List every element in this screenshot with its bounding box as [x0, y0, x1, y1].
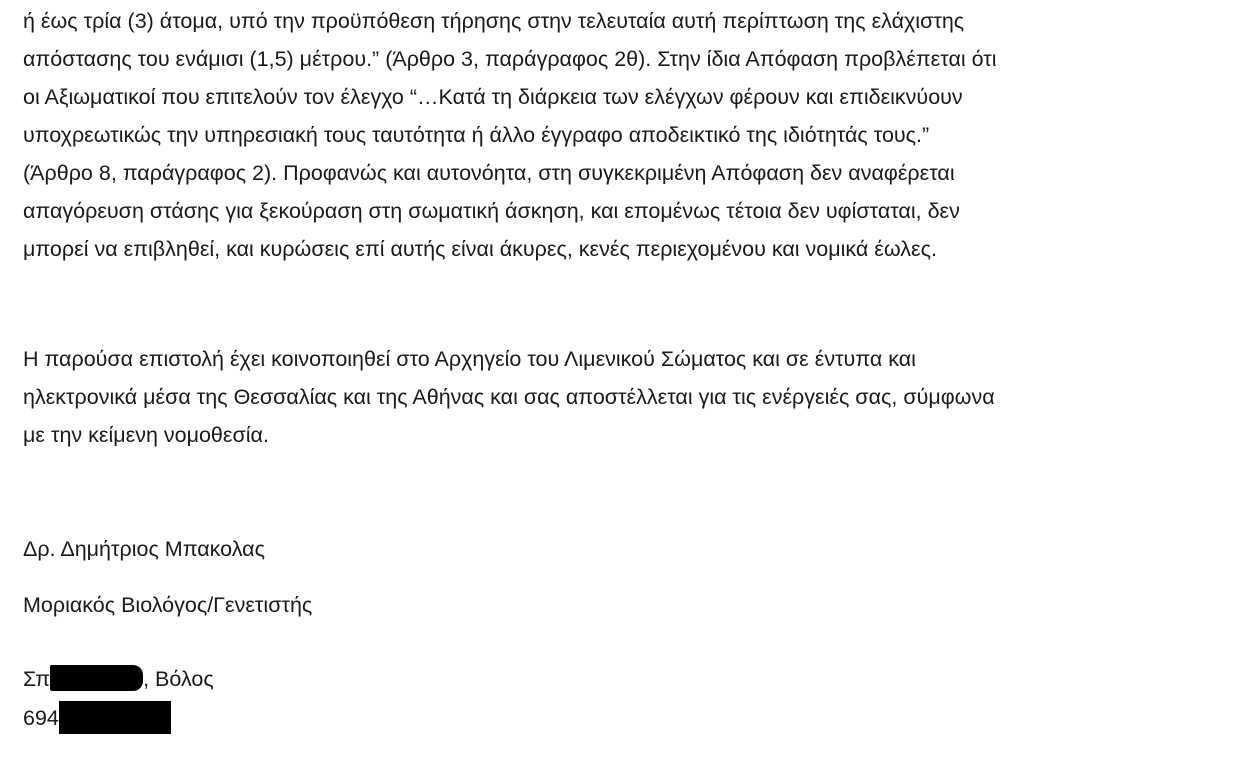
signature-address	[23, 660, 214, 698]
redaction-block	[50, 665, 143, 691]
phone-prefix: 694	[23, 706, 59, 730]
paragraph-1-line-7: μπορεί να επιβληθεί, και κυρώσεις επί αυτής είναι άκυρες, κενές περιεχομένου και νομικά έωλες.	[23, 237, 937, 261]
signature-title: Μοριακός Βιολόγος/Γενετιστής	[23, 593, 313, 617]
address-suffix: , Βόλος	[143, 667, 214, 691]
address-prefix: Σπ	[23, 667, 51, 691]
paragraph-2-line-1: Η παρούσα επιστολή έχει κοινοποιηθεί στο Αρχηγείο του Λιμενικού Σώματος και σε έντυπα και	[23, 347, 916, 371]
paragraph-1-line-2: απόστασης του ενάμισι (1,5) μέτρου.” (Άρθρο 3, παράγραφος 2θ). Στην ίδια Απόφαση προβλέπεται ότι	[23, 47, 997, 71]
paragraph-1-line-1: ή έως τρία (3) άτομα, υπό την προϋπόθεση τήρησης στην τελευταία αυτή περίπτωση της ελάχιστης	[23, 9, 965, 33]
paragraph-2-line-2: ηλεκτρονικά μέσα της Θεσσαλίας και της Αθήνας και σας αποστέλλεται για τις ενέργειές σας, σύμφωνα	[23, 385, 995, 409]
signature-phone	[23, 699, 171, 737]
paragraph-1-line-6: απαγόρευση στάσης για ξεκούραση στη σωματική άσκηση, και επομένως τέτοια δεν υφίσταται, δεν	[23, 199, 960, 223]
signature-name: Δρ. Δημήτριος Μπακολας	[23, 537, 265, 561]
paragraph-2-line-3: με την κείμενη νομοθεσία.	[23, 423, 269, 447]
paragraph-1-line-4: υποχρεωτικώς την υπηρεσιακή τους ταυτότητα ή άλλο έγγραφο αποδεικτικό της ιδιότητάς τους.”	[23, 123, 930, 147]
paragraph-1-line-3: οι Αξιωματικοί που επιτελούν τον έλεγχο “…Κατά τη διάρκεια των ελέγχων φέρουν και επιδεικνύουν	[23, 85, 963, 109]
paragraph-1-line-5: (Άρθρο 8, παράγραφος 2). Προφανώς και αυτονόητα, στη συγκεκριμένη Απόφαση δεν αναφέρεται	[23, 161, 955, 185]
redaction-block	[59, 701, 171, 734]
